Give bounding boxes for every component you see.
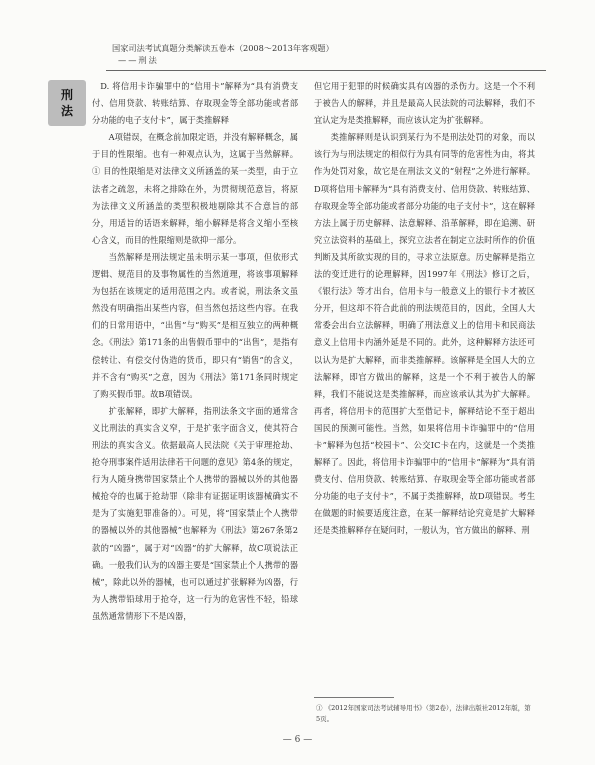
page-number: — 6 —: [282, 735, 313, 745]
paragraph: 当然解释是刑法规定虽未明示某一事项，但依形式逻辑、规范目的及事物属性的当然道理，将该事项解释为包括在该规定的适用范围之内。或者说，刑法条文虽然没有明确指出某些内容，但当然包括这些内容。在我们的日常用语中，“出售”与“购买”是相互独立的两种概念。《刑法》第171条的出售假币罪中的“出售”，是指有偿转让、有偿交付伪造的货币，即只有“销售”的含义，并不含有“购买”之意，因为《刑法》第171条同时规定了购买假币罪。故B项错误。: [92, 251, 298, 399]
left-column: [92, 78, 298, 625]
footnote: ① 《2012年国家司法考试辅导用书》（第2卷），法律出版社2012年版，第5页。: [316, 704, 531, 723]
running-header-title: 国家司法考试真题分类解读五卷本（2008～2013年客观题）: [112, 43, 334, 53]
paragraph: 但它用于犯罪的时候确实具有凶器的杀伤力。这是一个不利于被告人的解释，并且是最高人民法院的司法解释，我们不宜认定为是类推解释，而应该认定为扩张解释。: [314, 81, 535, 126]
running-header-subtitle: ——刑法: [118, 55, 159, 65]
running-header: [112, 42, 334, 66]
paragraph: 类推解释则是认识到某行为不是刑法处罚的对象，而以该行为与刑法规定的相似行为具有同等的危害性为由，将其作为处罚对象，故它是在刑法文义的“射程”之外进行解释。D项将信用卡解释为“具有消费支付、信用贷款、转账结算、存取现金等全部功能或者部分功能的电子支付卡”，这在解释方法上属于历史解释、法意解释、沿革解释，即在追溯、研究立法资料的基础上，探究立法者在制定立法时所作的价值判断及其所欲实现的目的，寻求立法原意。历史解释是指立法的变迁进行的论理解释，因1997年《刑法》修订之后，《银行法》等才出台，信用卡与一般意义上的银行卡才被区分开，但这却不符合此前的刑法规范目的，因此，全国人大常委会出台立法解释，明确了刑法意义上的信用卡和民商法意义上信用卡内涵外延是不同的。此外，这种解释方法还可以认为是扩大解释，而非类推解释。该解释是全国人大的立法解释，即官方做出的解释，这是一个不利于被告人的解释，我们不能说这是类推解释，而应该承认其为扩大解释。再者，将信用卡的范围扩大至借记卡，解释结论不至于超出国民的预测可能性。当然，如果将信用卡诈骗罪中的“信用卡”解释为包括“校园卡”、公交IC卡在内，这就是一个类推解释了。因此，将信用卡诈骗罪中的“信用卡”解释为“具有消费支付、信用贷款、转账结算、存取现金等全部功能或者部分功能的电子支付卡”，不属于类推解释，故D项错误。考生在做题的时候要适度注意，在某一解释结论究竟是扩大解释还是类推解释存在疑问时，一般认为，官方做出的解释、刑: [314, 132, 535, 536]
section-tab-char-1: 刑: [60, 88, 73, 102]
header-rule: [106, 70, 546, 71]
right-column: [314, 78, 535, 540]
paragraph: A项错误，在概念前加限定语，并没有解释概念，属于目的性限缩。也有一种观点认为，这属于当然解释。① 目的性限缩是对法律文义所涵盖的某一类型，由于立法者之疏忽，未将之排除在外，为贯彻规范意旨，将原为法律文义所涵盖的类型积极地剔除其不合意旨的部分，用适旨的话语来解释，缩小解释是将含义缩小至核心含义，而目的性限缩则是欲抑一部分。: [92, 132, 298, 245]
footnote-rule: [314, 697, 394, 698]
paragraph: 扩张解释，即扩大解释，指刑法条文字面的通常含义比刑法的真实含义窄，于是扩张字面含义，使其符合刑法的真实含义。依据最高人民法院《关于审理抢劫、抢夺刑事案件适用法律若干问题的意见》第4条的规定，行为人随身携带国家禁止个人携带的器械以外的其他器械抢夺的也属于抢劫罪（除非有证据证明该器械确实不是为了实施犯罪准备的）。可见，将“国家禁止个人携带的器械以外的其他器械”也解释为《刑法》第267条第2款的“凶器”，属于对“凶器”的扩大解释，故C项说法正确。一般我们认为的凶器主要是“国家禁止个人携带的器械”，除此以外的器械，也可以通过扩张解释为凶器，行为人携带铅球用于抢夺，这一行为的危害性不轻，铅球虽然通常情形下不是凶器，: [92, 405, 298, 621]
section-tab: [48, 80, 86, 126]
option-d: D. 将信用卡诈骗罪中的“信用卡”解释为“具有消费支付、信用贷款、转账结算、存取现金等全部功能或者部分功能的电子支付卡”，属于类推解释: [92, 81, 298, 126]
section-tab-char-2: 法: [60, 104, 73, 118]
